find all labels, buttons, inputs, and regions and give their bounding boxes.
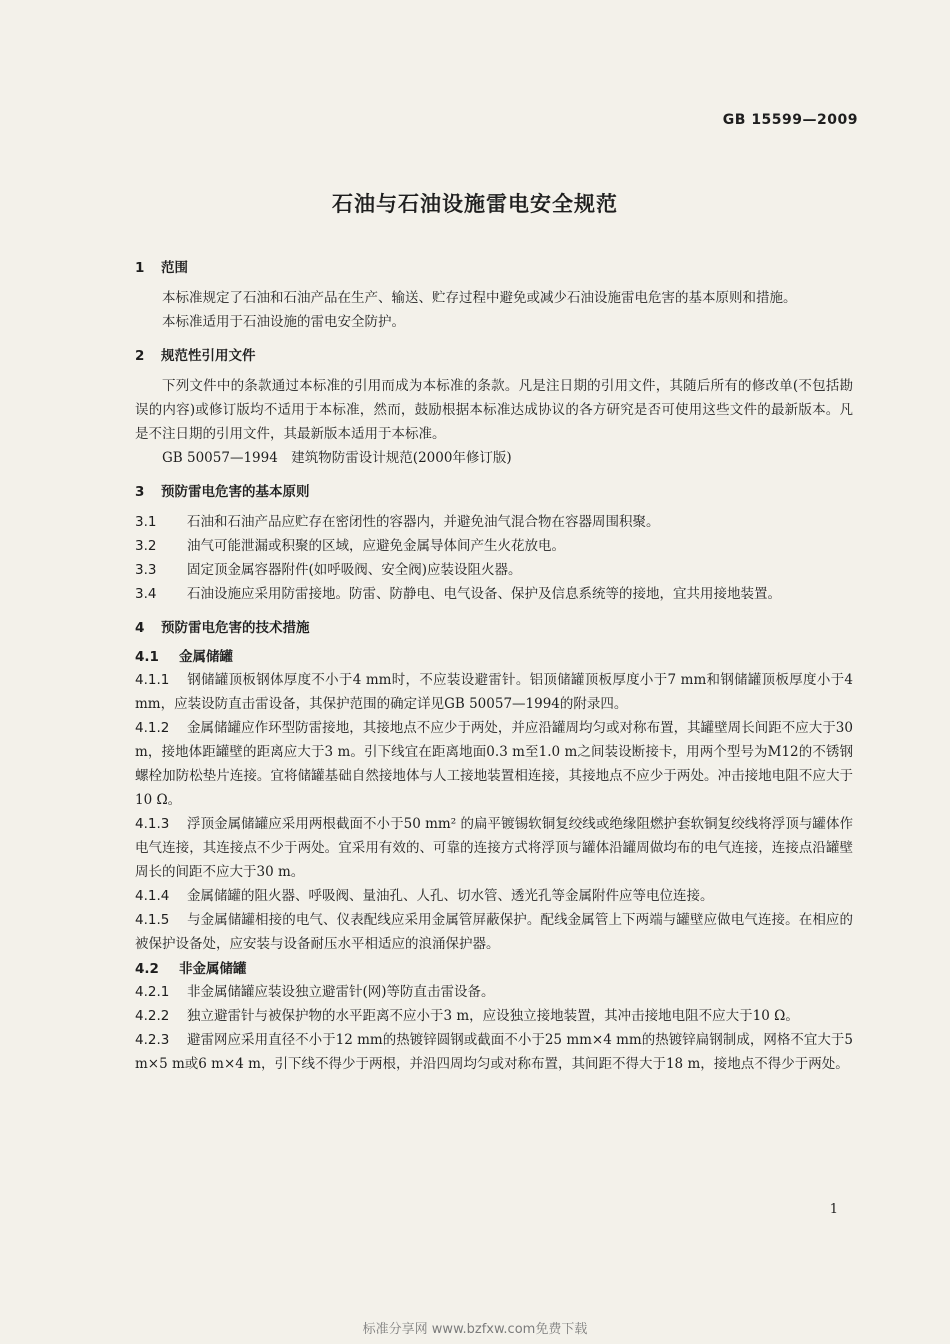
clause-text: 避雷网应采用直径不小于12 mm的热镀锌圆钢或截面不小于25 mm×4 mm的热镀锌扁钢制成，网格不宜大于5 m×5 m或6 m×4 m，引下线不得少于两根，并沿四周均匀或对称布置，其间距不得大于18 m，接地点不得少于两处。 [135,1032,853,1072]
watermark-text: 标准分享网 www.bzfxw.com免费下载 [362,1322,588,1337]
standard-code: GB 15599—2009 [722,112,858,128]
clause-4-2-1 [135,980,853,1004]
document-body [135,258,853,1076]
subsection-number: 4.1 [135,649,159,665]
clause-4-2-2 [135,1004,853,1028]
clause-3-3 [135,558,853,582]
section-title: 范围 [161,260,188,276]
clause-number: 4.1.2 [135,720,170,736]
clause-text: 浮顶金属储罐应采用两根截面不小于50 mm² 的扁平镀锡软铜复绞线或绝缘阻燃护套软铜复绞线将浮顶与罐体作电气连接，其连接点不少于两处。宜采用有效的、可靠的连接方式将浮顶与罐体沿罐周做均布的电气连接，连接点沿罐壁周长的间距不应大于30 m。 [135,816,853,880]
section-number: 2 [135,348,145,364]
clause-number: 3.1 [135,514,157,530]
section-number: 4 [135,620,145,636]
clause-text: 钢储罐顶板钢体厚度不小于4 mm时，不应装设避雷针。铝顶储罐顶板厚度小于7 mm和钢储罐顶板厚度小于4 mm，应装设防直击雷设备，其保护范围的确定详见GB 50057—1994的附录四。 [135,672,853,712]
subsection-heading-4-2 [135,958,853,980]
section-title: 规范性引用文件 [161,348,256,364]
section-heading-4 [135,618,853,638]
clause-text: 金属储罐应作环型防雷接地，其接地点不应少于两处，并应沿罐周均匀或对称布置，其罐壁周长间距不应大于30 m，接地体距罐壁的距离应大于3 m。引下线宜在距离地面0.3 m至1.0 m之间装设断接卡，用两个型号为M12的不锈钢螺栓加防松垫片连接。宜将储罐基础自然接地体与人工接地装置相连接，其接地点不应少于两处。冲击接地电阻不应大于10 Ω。 [135,720,853,808]
clause-number: 3.4 [135,586,157,602]
subsection-title: 非金属储罐 [179,961,247,977]
section-heading-2 [135,346,853,366]
clause-4-1-2 [135,716,853,812]
section-heading-3 [135,482,853,502]
document-title: 石油与石油设施雷电安全规范 [332,192,618,216]
section-number: 1 [135,260,145,276]
clause-number: 3.3 [135,562,157,578]
clause-text: 金属储罐的阻火器、呼吸阀、量油孔、人孔、切水管、透光孔等金属附件应等电位连接。 [187,888,714,904]
reference-item: GB 50057—1994 建筑物防雷设计规范(2000年修订版) [162,450,512,466]
clause-text: 与金属储罐相接的电气、仪表配线应采用金属管屏蔽保护。配线金属管上下两端与罐壁应做电气连接。在相应的被保护设备处，应安装与设备耐压水平相适应的浪涌保护器。 [135,912,853,952]
clause-text: 非金属储罐应装设独立避雷针(网)等防直击雷设备。 [187,984,495,1000]
clause-4-1-1 [135,668,853,716]
clause-text: 石油和石油产品应贮存在密闭性的容器内，并避免油气混合物在容器周围积聚。 [187,514,660,530]
clause-3-1 [135,510,853,534]
clause-4-1-3 [135,812,853,884]
clause-number: 4.1.4 [135,888,170,904]
clause-text: 固定顶金属容器附件(如呼吸阀、安全阀)应装设阻火器。 [187,562,522,578]
subsection-title: 金属储罐 [179,649,233,665]
clause-text: 油气可能泄漏或积聚的区域，应避免金属导体间产生火花放电。 [187,538,565,554]
clause-number: 4.2.1 [135,984,170,1000]
subsection-heading-4-1 [135,646,853,668]
section-number: 3 [135,484,145,500]
paragraph: 本标准适用于石油设施的雷电安全防护。 [162,314,405,330]
clause-4-1-5 [135,908,853,956]
clause-4-2-3 [135,1028,853,1076]
clause-3-4 [135,582,853,606]
clause-number: 4.1.3 [135,816,170,832]
clause-number: 4.1.1 [135,672,170,688]
paragraph: 本标准规定了石油和石油产品在生产、输送、贮存过程中避免或减少石油设施雷电危害的基本原则和措施。 [162,290,797,306]
section-title: 预防雷电危害的基本原则 [161,484,310,500]
section-heading-1 [135,258,853,278]
clause-text: 石油设施应采用防雷接地。防雷、防静电、电气设备、保护及信息系统等的接地，宜共用接地装置。 [187,586,781,602]
clause-number: 4.2.3 [135,1032,170,1048]
clause-number: 3.2 [135,538,157,554]
clause-4-1-4 [135,884,853,908]
paragraph: 下列文件中的条款通过本标准的引用而成为本标准的条款。凡是注日期的引用文件，其随后所有的修改单(不包括勘误的内容)或修订版均不适用于本标准，然而，鼓励根据本标准达成协议的各方研究是否可使用这些文件的最新版本。凡是不注日期的引用文件，其最新版本适用于本标准。 [135,378,853,442]
clause-text: 独立避雷针与被保护物的水平距离不应小于3 m，应设独立接地装置，其冲击接地电阻不应大于10 Ω。 [187,1008,799,1024]
clause-number: 4.1.5 [135,912,170,928]
clause-number: 4.2.2 [135,1008,170,1024]
subsection-number: 4.2 [135,961,159,977]
clause-3-2 [135,534,853,558]
page-number: 1 [829,1202,838,1217]
section-title: 预防雷电危害的技术措施 [161,620,310,636]
